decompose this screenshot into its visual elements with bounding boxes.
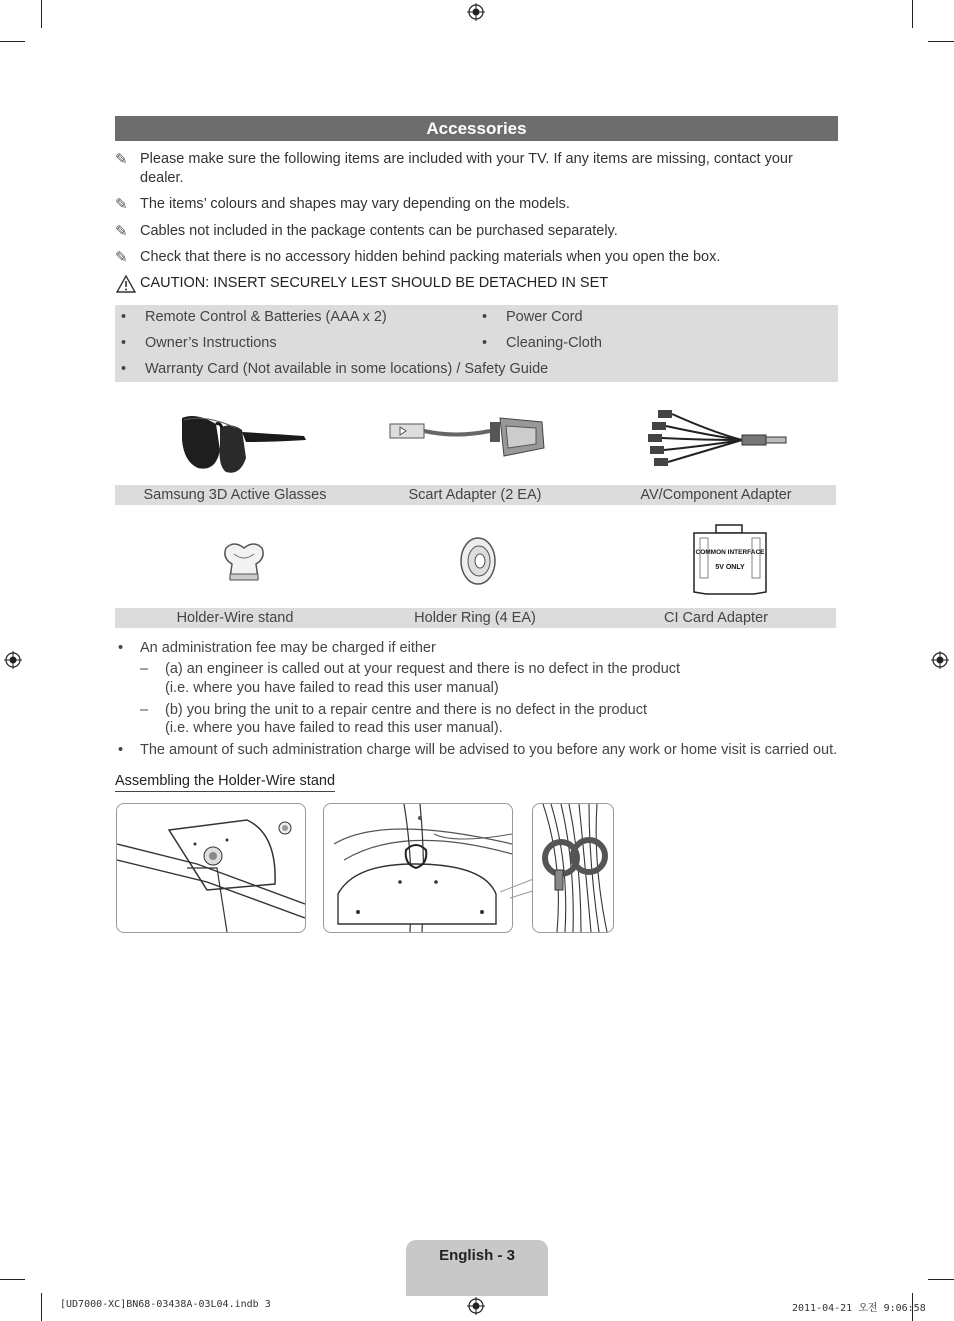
caution-line bbox=[115, 274, 835, 293]
note-item bbox=[115, 248, 835, 267]
bullet: • bbox=[121, 309, 127, 325]
fee-bullet-text: The amount of such administration charge will be advised to you before any work or home visit is carried out. bbox=[140, 742, 838, 758]
pen-note-icon: ✎ bbox=[115, 249, 128, 266]
crop-mark bbox=[0, 41, 25, 42]
pen-note-icon: ✎ bbox=[115, 196, 128, 213]
stand-mount-illustration bbox=[117, 804, 305, 932]
fee-sub-text: (b) you bring the unit to a repair centre and there is no defect in the product bbox=[165, 702, 648, 718]
list-item bbox=[121, 335, 277, 351]
item-label: Owner’s Instructions bbox=[145, 335, 277, 351]
caption-av-component-adapter: AV/Component Adapter bbox=[640, 487, 792, 503]
note-item bbox=[115, 150, 835, 188]
pen-note-icon: ✎ bbox=[115, 223, 128, 240]
note-text: Cables not included in the package contents can be purchased separately. bbox=[140, 223, 618, 239]
note-item bbox=[115, 222, 835, 241]
print-slug-left: [UD7000-XC]BN68-03438A-03L04.indb 3 bbox=[60, 1299, 271, 1310]
assembly-step-1 bbox=[116, 803, 306, 933]
scart-adapter-illustration bbox=[386, 412, 550, 464]
item-label: Power Cord bbox=[506, 309, 583, 325]
registration-mark-icon bbox=[4, 651, 22, 669]
wire-routing-illustration bbox=[324, 804, 512, 932]
crop-mark bbox=[928, 41, 954, 42]
fee-sub-text: (i.e. where you have failed to read this user manual) bbox=[165, 680, 499, 696]
print-slug-right: 2011-04-21 오전 9:06:58 bbox=[792, 1303, 926, 1314]
list-item bbox=[482, 309, 583, 325]
crop-mark bbox=[928, 1279, 954, 1280]
item-label: Warranty Card (Not available in some locations) / Safety Guide bbox=[145, 361, 549, 377]
note-text: Check that there is no accessory hidden behind packing materials when you open the box. bbox=[140, 249, 721, 265]
caution-text: CAUTION: INSERT SECURELY LEST SHOULD BE DETACHED IN SET bbox=[140, 275, 609, 291]
ci-card-adapter-illustration bbox=[690, 524, 770, 596]
caption-holder-ring: Holder Ring (4 EA) bbox=[414, 610, 536, 626]
crop-mark bbox=[912, 0, 913, 28]
bullet: • bbox=[121, 335, 127, 351]
crop-mark bbox=[41, 0, 42, 28]
page-number-tab: English - 3 bbox=[406, 1240, 548, 1296]
pen-note-icon: ✎ bbox=[115, 151, 128, 168]
caption-scart-adapter: Scart Adapter (2 EA) bbox=[408, 487, 542, 503]
bullet: • bbox=[482, 335, 488, 351]
bullet: • bbox=[121, 361, 127, 377]
crop-mark bbox=[0, 1279, 25, 1280]
section-title: Accessories bbox=[115, 116, 838, 141]
caption-3d-glasses: Samsung 3D Active Glasses bbox=[143, 487, 327, 503]
assembly-heading: Assembling the Holder-Wire stand bbox=[115, 773, 335, 792]
bullet: • bbox=[482, 309, 488, 325]
dash: – bbox=[140, 661, 149, 677]
note-text: Please make sure the following items are included with your TV. If any items are missing, contact your dealer. bbox=[140, 151, 793, 186]
bullet: • bbox=[118, 742, 124, 758]
item-label: Remote Control & Batteries (AAA x 2) bbox=[145, 309, 387, 325]
av-component-adapter-illustration bbox=[642, 406, 790, 476]
warning-triangle-icon bbox=[115, 275, 137, 293]
ci-card-label-line1: COMMON INTERFACE bbox=[695, 549, 765, 556]
caption-holder-wire-stand: Holder-Wire stand bbox=[176, 610, 294, 626]
dash: – bbox=[140, 702, 149, 718]
list-item bbox=[482, 335, 602, 351]
list-item bbox=[121, 361, 548, 377]
registration-mark-icon bbox=[931, 651, 949, 669]
registration-mark-icon bbox=[467, 1297, 485, 1315]
3d-glasses-illustration bbox=[176, 410, 310, 478]
assembly-step-3 bbox=[532, 803, 614, 933]
note-item bbox=[115, 195, 835, 214]
bullet: • bbox=[118, 640, 124, 656]
item-label: Cleaning-Cloth bbox=[506, 335, 602, 351]
list-item bbox=[121, 309, 387, 325]
ci-card-label-line2: 5V ONLY bbox=[715, 564, 745, 571]
included-items-box bbox=[115, 305, 838, 382]
fee-sub-text: (i.e. where you have failed to read this user manual). bbox=[165, 720, 503, 736]
holder-ring-detail-illustration bbox=[533, 804, 613, 932]
caption-ci-card-adapter: CI Card Adapter bbox=[664, 610, 768, 626]
holder-ring-illustration bbox=[458, 536, 498, 586]
fee-sub-text: (a) an engineer is called out at your request and there is no defect in the product bbox=[165, 661, 681, 677]
note-text: The items’ colours and shapes may vary depending on the models. bbox=[140, 196, 570, 212]
crop-mark bbox=[41, 1293, 42, 1321]
registration-mark-icon bbox=[467, 3, 485, 21]
assembly-step-2 bbox=[323, 803, 513, 933]
fee-bullet-text: An administration fee may be charged if either bbox=[140, 640, 436, 656]
holder-wire-stand-illustration bbox=[220, 538, 268, 584]
